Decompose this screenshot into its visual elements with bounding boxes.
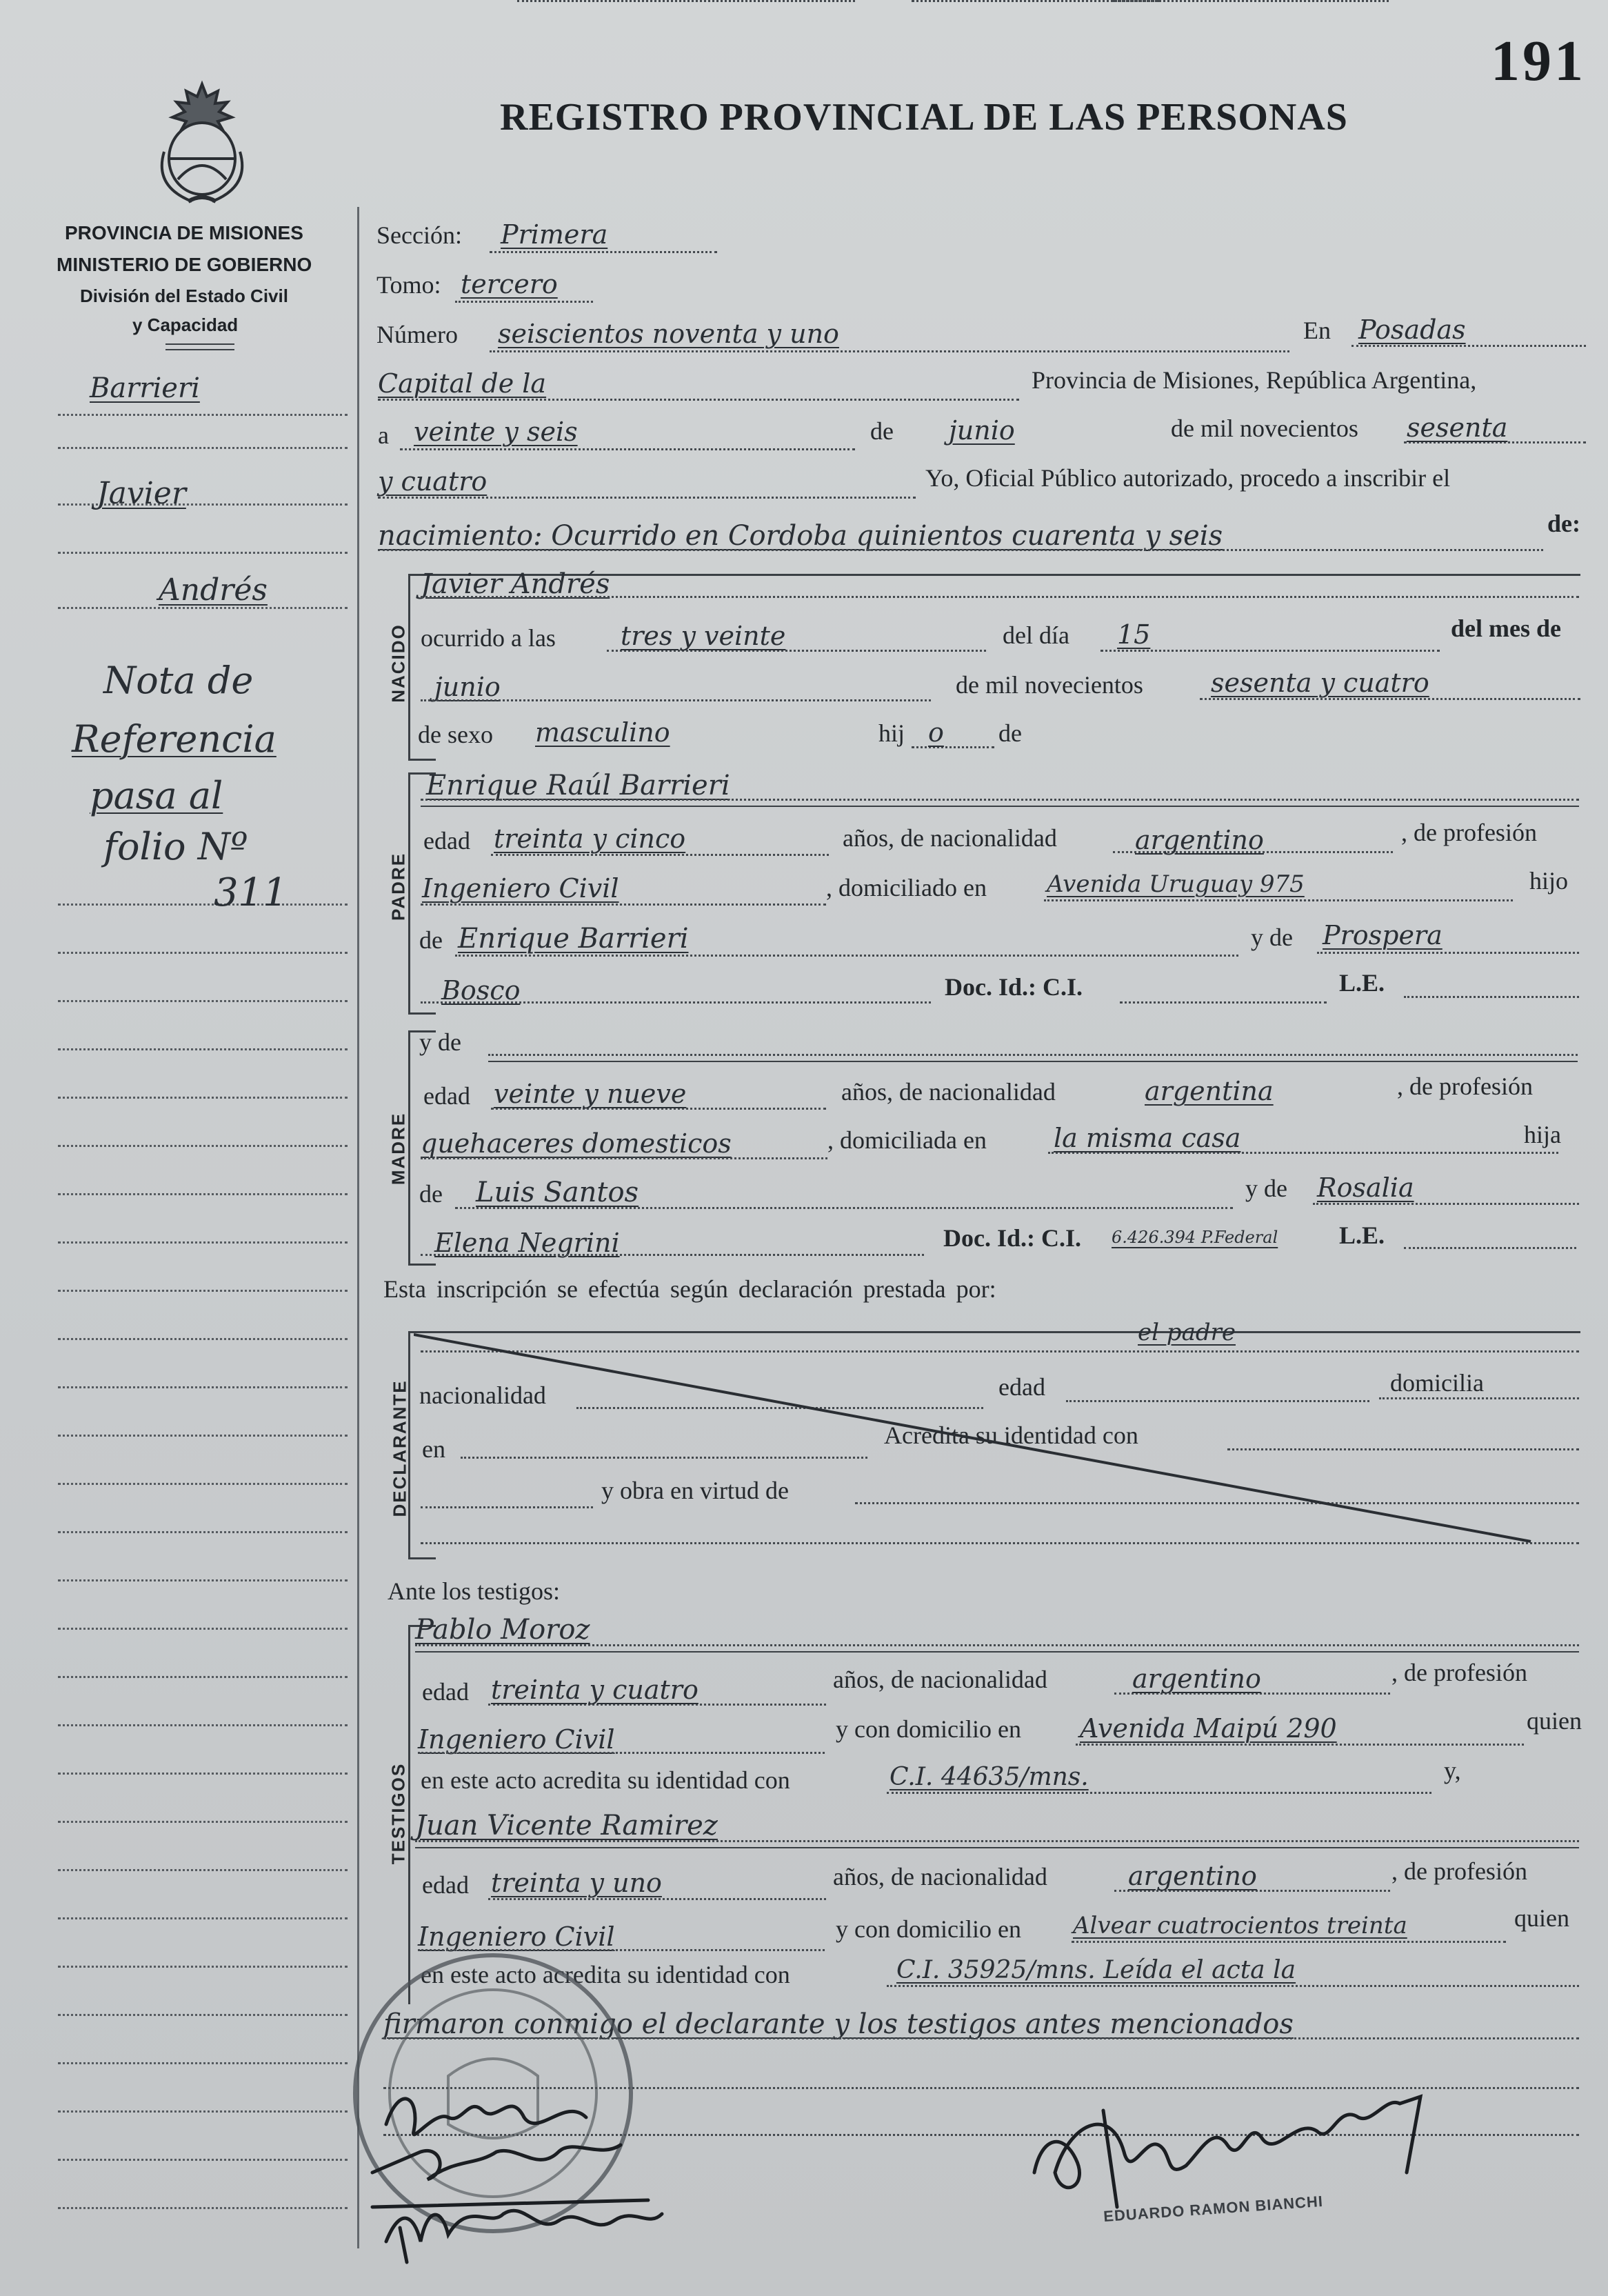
seccion-line xyxy=(490,251,717,253)
margin-line xyxy=(58,1917,348,1919)
testigo2-domicilio: Alvear cuatrocientos treinta xyxy=(1073,1912,1407,1939)
testigo1-anios-label: años, de nacionalidad xyxy=(833,1666,1047,1693)
madre-name-rule xyxy=(488,1061,1578,1062)
padre-edad-label: edad xyxy=(423,827,470,855)
testigo1-domicilio-label: y con domicilio en xyxy=(836,1715,1021,1743)
testigo1-profesion-label: , de profesión xyxy=(1391,1659,1527,1686)
madre-mother-line xyxy=(1313,1203,1579,1205)
madre-edad-label: edad xyxy=(423,1082,470,1110)
testigo2-profesion: Ingeniero Civil xyxy=(418,1921,615,1952)
year-value-2: y cuatro xyxy=(378,466,488,497)
declarante-value: el padre xyxy=(1138,1319,1236,1346)
hij-line xyxy=(912,746,994,748)
a-label: a xyxy=(378,421,389,449)
testigo1-profesion-line xyxy=(418,1752,825,1754)
ministry-name: MINISTERIO DE GOBIERNO xyxy=(57,254,312,275)
testigo2-profesion-label: , de profesión xyxy=(1391,1857,1527,1885)
hij-label: hij xyxy=(878,719,905,747)
madre-mother-line-2 xyxy=(421,1254,924,1256)
sexo-label: de sexo xyxy=(418,721,493,748)
numero-value: seiscientos noventa y uno xyxy=(498,319,839,349)
anio-line xyxy=(1200,698,1580,700)
madre-hija-label: hija xyxy=(1524,1121,1561,1148)
margin-given-name-2: Andrés xyxy=(159,572,268,608)
padre-section-label: PADRE xyxy=(388,852,409,921)
margin-line xyxy=(58,2159,348,2161)
margin-line xyxy=(58,1966,348,1968)
declarante-strike-line xyxy=(414,1331,1586,1545)
official-name-stamp: EDUARDO RAMON BIANCHI xyxy=(1103,2192,1324,2226)
margin-given-name-1: Javier xyxy=(97,476,186,511)
testigo2-edad-label: edad xyxy=(422,1871,469,1899)
madre-profesion-line xyxy=(421,1157,827,1159)
margin-line xyxy=(58,1048,348,1050)
testigo1-name-rule xyxy=(415,1651,1579,1653)
page-number: 191 xyxy=(1491,29,1586,93)
numero-line xyxy=(490,350,1289,352)
margin-line xyxy=(58,952,348,954)
margin-line xyxy=(58,904,348,906)
padre-mother-line xyxy=(1317,952,1579,954)
padre-de-label: de xyxy=(419,926,443,954)
padre-father-line xyxy=(455,955,1238,957)
margin-line xyxy=(58,2062,348,2064)
madre-profesion-label: , de profesión xyxy=(1397,1072,1533,1100)
tomo-label: Tomo: xyxy=(376,271,441,299)
declarante-bottom-rule xyxy=(408,1557,436,1559)
madre-ci-value: 6.426.394 P.Federal xyxy=(1112,1228,1278,1247)
en-value: Posadas xyxy=(1358,315,1466,345)
madre-name-line xyxy=(488,1054,1578,1056)
act-line xyxy=(378,549,1543,551)
margin-line xyxy=(58,1773,348,1775)
margin-line xyxy=(58,1579,348,1581)
numero-label: Número xyxy=(376,321,458,348)
del-mes-label: del mes de xyxy=(1451,615,1561,642)
nacido-name-line xyxy=(421,596,1579,598)
padre-domicilio-value: Avenida Uruguay 975 xyxy=(1047,870,1305,898)
madre-domiciliada-label: , domiciliada en xyxy=(827,1126,987,1154)
testigo1-acredita-label: en este acto acredita su identidad con xyxy=(421,1766,790,1794)
madre-mother-value-2: Elena Negrini xyxy=(434,1228,620,1258)
anio-value: sesenta y cuatro xyxy=(1211,668,1429,698)
declarante-nacionalidad-label: nacionalidad xyxy=(419,1381,546,1409)
year-value-1: sesenta xyxy=(1407,412,1508,443)
year-label: de mil novecientos xyxy=(1171,415,1358,442)
capital-line xyxy=(378,399,1019,401)
padre-profesion-label: , de profesión xyxy=(1401,819,1537,846)
testigo2-id: C.I. 35925/mns. Leída el acta la xyxy=(896,1956,1296,1984)
padre-anios-label: años, de nacionalidad xyxy=(843,824,1057,852)
testigo1-y-label: y, xyxy=(1444,1757,1461,1784)
margin-line xyxy=(58,1386,348,1388)
mes-line xyxy=(421,699,931,701)
nacido-de-label: de xyxy=(998,719,1022,747)
madre-anios-label: años, de nacionalidad xyxy=(841,1078,1056,1106)
header-divider xyxy=(165,343,234,345)
margin-line xyxy=(58,1000,348,1002)
de-colon-label: de: xyxy=(1547,510,1580,537)
testigo1-edad-label: edad xyxy=(422,1678,469,1706)
del-dia-label: del día xyxy=(1003,621,1069,649)
month-value: junio xyxy=(949,415,1015,446)
padre-name-line xyxy=(421,799,1579,801)
padre-mother-line-2 xyxy=(421,1001,931,1004)
padre-mother-value-2: Bosco xyxy=(441,975,521,1006)
padre-y-de-label: y de xyxy=(1251,924,1293,951)
margin-column-divider xyxy=(357,207,359,2248)
padre-name-rule xyxy=(421,806,1579,807)
testigo1-domicilio-line xyxy=(1076,1744,1524,1746)
margin-line xyxy=(58,447,348,449)
testigo1-name: Pablo Moroz xyxy=(415,1614,590,1646)
capital-value: Capital de la xyxy=(378,368,547,399)
yo-text: Yo, Oficial Público autorizado, procedo a inscribir el xyxy=(925,464,1451,492)
testigo2-domicilio-label: y con domicilio en xyxy=(836,1915,1021,1943)
madre-bottom-rule xyxy=(408,1264,436,1266)
testigo2-anios-label: años, de nacionalidad xyxy=(833,1863,1047,1890)
testigo1-name-line xyxy=(415,1644,1579,1646)
declarante-acredita-label: Acredita su identidad con xyxy=(884,1421,1138,1449)
margin-line xyxy=(58,1097,348,1099)
document-title: REGISTRO PROVINCIAL DE LAS PERSONAS xyxy=(500,96,1348,139)
testigo2-edad-line xyxy=(488,1898,826,1900)
en-line xyxy=(1351,345,1586,347)
seccion-value: Primera xyxy=(501,219,608,250)
testigo2-edad-value: treinta y uno xyxy=(491,1868,662,1898)
padre-profesion-line xyxy=(421,904,826,906)
testigo2-name: Juan Vicente Ramirez xyxy=(415,1810,718,1841)
padre-mother-value-1: Prospera xyxy=(1323,920,1443,950)
testigo1-id: C.I. 44635/mns. xyxy=(890,1763,1089,1791)
margin-note-line-4: folio Nº xyxy=(103,825,248,868)
provincia-text: Provincia de Misiones, República Argentina, xyxy=(1032,366,1477,394)
margin-line xyxy=(58,1628,348,1630)
margin-line xyxy=(58,414,348,416)
nacido-bottom-rule xyxy=(408,759,436,761)
province-name: PROVINCIA DE MISIONES xyxy=(65,222,303,243)
declarante-domicilia-label: domicilia xyxy=(1390,1369,1484,1397)
year-line-2 xyxy=(378,497,916,499)
testigo1-profesion: Ingeniero Civil xyxy=(418,1724,615,1755)
tomo-value: tercero xyxy=(461,269,558,299)
padre-nacionalidad-value: argentino xyxy=(1135,825,1264,855)
day-value: veinte y seis xyxy=(414,417,578,447)
margin-line xyxy=(58,1145,348,1147)
madre-father-value: Luis Santos xyxy=(476,1177,639,1208)
en-label: En xyxy=(1303,317,1331,344)
dia-line xyxy=(1101,650,1440,652)
margin-surname: Barrieri xyxy=(90,372,200,404)
madre-mother-value-1: Rosalia xyxy=(1317,1172,1414,1203)
testigo1-edad-value: treinta y cuatro xyxy=(491,1675,699,1705)
act-value: nacimiento: Ocurrido en Cordoba quinientos cuarenta y seis xyxy=(378,520,1223,552)
testigo2-id-line xyxy=(887,1985,1579,1987)
padre-le-line xyxy=(1404,996,1579,998)
madre-profesion-value: quehaceres domesticos xyxy=(421,1128,732,1159)
hour-value: tres y veinte xyxy=(621,621,786,651)
margin-line xyxy=(58,1241,348,1244)
padre-profesion-value: Ingeniero Civil xyxy=(422,873,619,904)
ocurrido-label: ocurrido a las xyxy=(421,624,556,652)
day-line xyxy=(400,448,855,450)
coat-of-arms-emblem xyxy=(150,76,254,207)
dia-value: 15 xyxy=(1117,619,1151,650)
padre-domicilio-line xyxy=(1044,899,1513,901)
testigos-section-label: TESTIGOS xyxy=(388,1762,409,1865)
padre-ci-line xyxy=(1120,1001,1327,1004)
margin-line xyxy=(58,1531,348,1533)
margin-line xyxy=(58,1821,348,1823)
testigo1-nacionalidad: argentino xyxy=(1132,1664,1261,1694)
padre-edad-value: treinta y cinco xyxy=(494,823,686,854)
nacido-section-label: NACIDO xyxy=(388,623,409,703)
madre-y-de-label-2: y de xyxy=(1245,1175,1287,1202)
margin-note-line-3: pasa al xyxy=(90,774,223,817)
padre-hijo-label: hijo xyxy=(1529,867,1569,895)
declarante-edad-label: edad xyxy=(998,1373,1045,1401)
testigos-heading: Ante los testigos: xyxy=(388,1577,560,1605)
padre-domiciliado-label: , domiciliado en xyxy=(826,874,987,901)
margin-note-line-2: Referencia xyxy=(72,717,277,761)
testigo1-id-line xyxy=(887,1792,1431,1794)
madre-doc-label: Doc. Id.: C.I. xyxy=(943,1224,1082,1252)
madre-domicilio-value: la misma casa xyxy=(1054,1123,1241,1153)
seccion-label: Sección: xyxy=(376,221,462,249)
testigo1-quien-label: quien xyxy=(1527,1707,1582,1735)
declaracion-statement: Esta inscripción se efectúa según declaración prestada por: xyxy=(383,1275,996,1303)
testigo2-nacionalidad: argentino xyxy=(1128,1861,1257,1891)
nacido-name-value: Javier Andrés xyxy=(421,568,610,600)
margin-line xyxy=(58,2207,348,2209)
margin-line xyxy=(58,552,348,554)
margin-line xyxy=(58,1435,348,1437)
hij-value: o xyxy=(928,717,944,748)
padre-bottom-rule xyxy=(408,1012,436,1015)
madre-nacionalidad-value: argentina xyxy=(1145,1076,1274,1106)
witness-signatures xyxy=(359,2069,703,2276)
sexo-value: masculino xyxy=(535,717,670,748)
padre-doc-label: Doc. Id.: C.I. xyxy=(945,973,1083,1001)
margin-line xyxy=(58,1193,348,1195)
margin-line xyxy=(58,1290,348,1292)
mes-value: junio xyxy=(434,672,501,702)
margin-line xyxy=(58,1869,348,1871)
padre-le-label: L.E. xyxy=(1339,969,1385,997)
testigo2-name-line xyxy=(415,1840,1579,1842)
padre-name-value: Enrique Raúl Barrieri xyxy=(426,770,730,801)
declarante-section-label: DECLARANTE xyxy=(389,1379,410,1517)
padre-father-value: Enrique Barrieri xyxy=(458,923,689,955)
margin-line xyxy=(58,2014,348,2016)
madre-edad-value: veinte y nueve xyxy=(494,1079,687,1109)
de-label: de xyxy=(870,417,894,445)
testigo1-domicilio: Avenida Maipú 290 xyxy=(1080,1713,1337,1744)
madre-le-label: L.E. xyxy=(1339,1221,1385,1249)
margin-note-line-5: 311 xyxy=(214,870,288,915)
padre-edad-line xyxy=(491,854,829,856)
margin-line xyxy=(58,1724,348,1726)
testigo2-quien-label: quien xyxy=(1514,1904,1569,1932)
tomo-line xyxy=(455,301,593,303)
margin-line xyxy=(58,1676,348,1678)
margin-line xyxy=(58,2110,348,2113)
closing-statement: firmaron conmigo el declarante y los testigos antes mencionados xyxy=(383,2008,1294,2040)
testigo2-name-rule xyxy=(415,1847,1579,1848)
declarante-obra-label: y obra en virtud de xyxy=(601,1477,789,1504)
madre-le-line xyxy=(1404,1247,1576,1249)
madre-section-label: MADRE xyxy=(388,1112,409,1186)
margin-note-line-1: Nota de xyxy=(103,659,254,702)
testigo2-domicilio-line xyxy=(1072,1941,1506,1943)
madre-de-label: de xyxy=(419,1180,443,1208)
margin-line xyxy=(58,1338,348,1340)
testigo2-acredita-label: en este acto acredita su identidad con xyxy=(421,1961,790,1988)
division-name: División del Estado Civil xyxy=(80,286,288,306)
mil-label: de mil novecientos xyxy=(956,671,1143,699)
madre-y-de-label: y de xyxy=(419,1028,461,1056)
header-divider-2 xyxy=(165,349,234,350)
madre-nacionalidad-line xyxy=(1113,0,1389,2)
division-name-2: y Capacidad xyxy=(132,315,239,335)
margin-line xyxy=(58,1483,348,1485)
declarante-en-label: en xyxy=(422,1435,445,1463)
sexo-line xyxy=(517,0,855,2)
